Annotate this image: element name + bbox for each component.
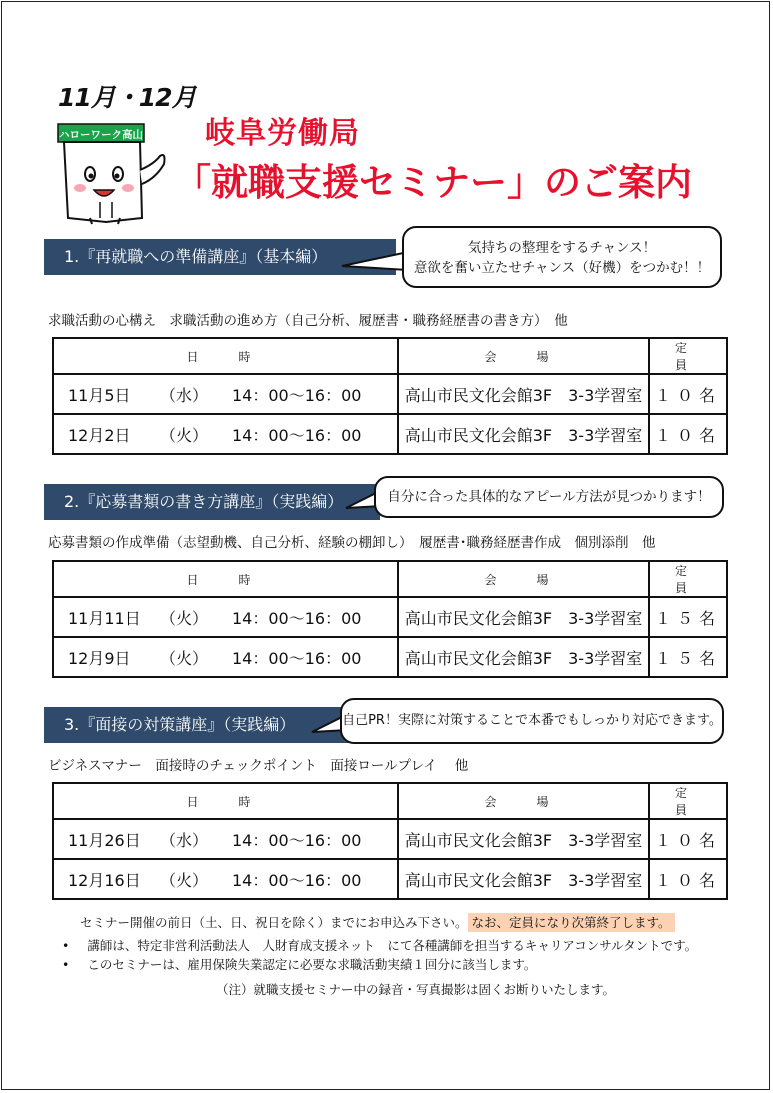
application-text: セミナー開催の前日（土、日、祝日を除く）までにお申込み下さい。	[80, 915, 468, 930]
header-datetime: 日 時	[53, 561, 398, 597]
session-capacity: １０名	[649, 819, 727, 859]
section-2-description: 応募書類の作成準備（志望動機、自己分析、経験の棚卸し） 履歴書･職務経歴書作成 個別添削 他	[48, 535, 656, 551]
header-datetime: 日 時	[53, 783, 398, 819]
header-capacity: 定 員	[649, 561, 727, 597]
bubble-line: 自己PR！実際に対策することで本番でもしっかり対応できます。	[342, 713, 722, 728]
session-time: 14：00～16：00	[232, 385, 362, 405]
session-weekday: （火）	[160, 608, 209, 628]
table-row	[53, 819, 727, 859]
section-3-description: ビジネスマナー 面接時のチェックポイント 面接ロールプレイ 他	[48, 758, 469, 774]
session-weekday: （火）	[160, 648, 209, 668]
session-time: 14：00～16：00	[232, 870, 362, 890]
session-venue: 高山市民文化会館3F 3-3学習室	[398, 597, 649, 637]
section-2-schedule-table	[52, 560, 728, 678]
session-weekday: （火）	[160, 425, 209, 445]
session-date: 12月16日	[68, 870, 141, 890]
session-time: 14：00～16：00	[232, 648, 362, 668]
session-capacity: １０名	[649, 414, 727, 454]
section-3-heading: 3.『面接の対策講座』（実践編）	[44, 707, 350, 743]
bubble-1-tail	[340, 248, 410, 278]
header-capacity: 定 員	[649, 783, 727, 819]
session-venue: 高山市民文化会館3F 3-3学習室	[398, 374, 649, 414]
header-venue: 会 場	[398, 561, 649, 597]
header-venue: 会 場	[398, 783, 649, 819]
section-1-description: 求職活動の心構え 求職活動の進め方（自己分析、履歴書・職務経歴書の書き方） 他	[48, 313, 568, 329]
session-capacity: １５名	[649, 637, 727, 677]
session-weekday: （水）	[160, 830, 209, 850]
session-venue: 高山市民文化会館3F 3-3学習室	[398, 819, 649, 859]
session-capacity: １０名	[649, 374, 727, 414]
section-1-schedule-table	[52, 337, 728, 455]
header-venue: 会 場	[398, 338, 649, 374]
mascot-sign-text: ハローワーク高山	[59, 129, 143, 141]
session-date: 11月5日	[68, 385, 131, 405]
header-datetime: 日 時	[53, 338, 398, 374]
note-text: このセミナーは、雇用保険失業認定に必要な求職活動実績１回分に該当します。	[87, 957, 537, 972]
session-date: 11月11日	[68, 608, 141, 628]
footer-note: （注）就職支援セミナー中の録音・写真撮影は固くお断りいたします。	[216, 982, 616, 997]
session-weekday: （火）	[160, 870, 209, 890]
note-bullet-item	[62, 955, 536, 973]
session-venue: 高山市民文化会館3F 3-3学習室	[398, 637, 649, 677]
capacity-warning-highlight: なお、定員になり次第終了します。	[468, 913, 675, 932]
bubble-line: 自分に合った具体的なアピール方法が見つかります！	[387, 489, 711, 505]
bullet-mark: •	[62, 938, 70, 953]
page-title: 「就職支援セミナー」のご案内	[174, 161, 692, 204]
section-3-bubble	[340, 698, 724, 744]
header-capacity: 定 員	[649, 338, 727, 374]
section-3-schedule-table	[52, 782, 728, 900]
table-row	[53, 637, 727, 677]
session-weekday: （水）	[160, 385, 209, 405]
section-1-heading: 1.『再就職への準備講座』（基本編）	[44, 239, 396, 275]
bubble-line: 意欲を奮い立たせチャンス（好機）をつかむ！！	[413, 260, 711, 276]
session-date: 12月2日	[68, 425, 131, 445]
note-text: 講師は、特定非営利活動法人 人財育成支援ネット にて各種講師を担当するキャリアコンサルタントです。	[87, 938, 698, 953]
table-row	[53, 374, 727, 414]
session-capacity: １５名	[649, 597, 727, 637]
table-row	[53, 414, 727, 454]
session-venue: 高山市民文化会館3F 3-3学習室	[398, 414, 649, 454]
note-bullet-item	[62, 936, 697, 954]
section-2-bubble	[374, 476, 724, 518]
section-2-heading: 2.『応募書類の書き方講座』（実践編）	[44, 484, 380, 520]
session-time: 14：00～16：00	[232, 830, 362, 850]
section-1-bubble	[402, 226, 722, 288]
application-note	[80, 913, 675, 931]
session-date: 11月26日	[68, 830, 141, 850]
session-date: 12月9日	[68, 648, 131, 668]
table-row	[53, 597, 727, 637]
session-capacity: １０名	[649, 859, 727, 899]
mascot-illustration	[50, 118, 168, 226]
table-row	[53, 859, 727, 899]
bullet-mark: •	[62, 957, 70, 972]
session-time: 14：00～16：00	[232, 425, 362, 445]
session-venue: 高山市民文化会館3F 3-3学習室	[398, 859, 649, 899]
period-label: 11月・12月	[58, 83, 196, 112]
session-time: 14：00～16：00	[232, 608, 362, 628]
title-organization: 岐阜労働局	[205, 116, 360, 151]
bubble-line: 気持ちの整理をするチャンス！	[467, 240, 657, 256]
